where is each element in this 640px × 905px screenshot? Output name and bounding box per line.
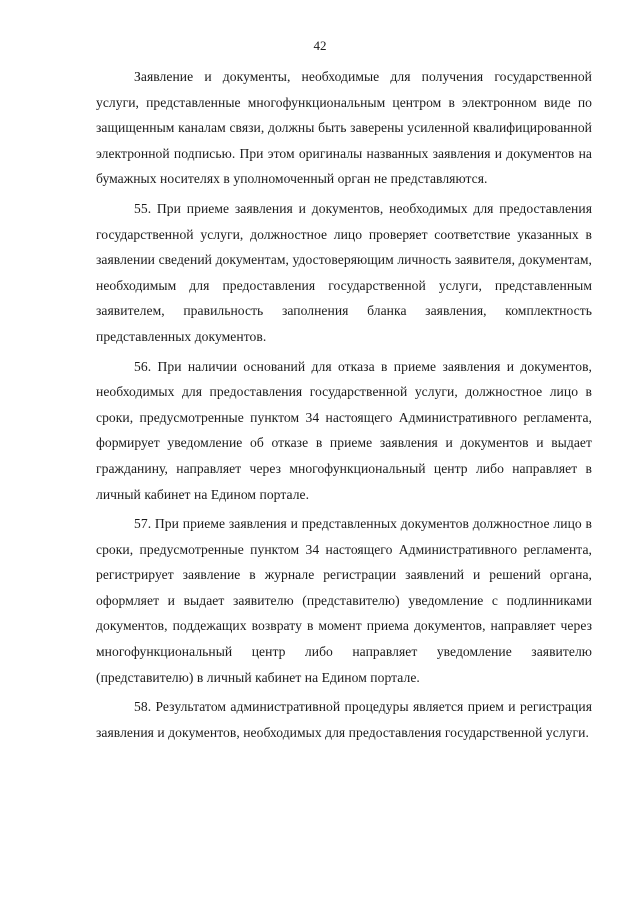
paragraph-57: 57. При приеме заявления и представленных документов должностное лицо в сроки, предусмотренные пунктом 34 настоящего Административного регламента, регистрирует заявление в журнале регистрации заявлений и решений органа, оформляет и выдает заявителю (представителю) уведомление с подлинниками документов, поддежащих возврату в момент приема документов, направляет через многофункциональный центр либо направляет уведомление заявителю (представителю) в личный кабинет на Едином портале. — [96, 516, 592, 685]
paragraph-58: 58. Результатом административной процедуры является прием и регистрация заявления и документов, необходимых для предоставления государственной услуги. — [96, 699, 592, 740]
page-number: 42 — [313, 38, 327, 53]
paragraph-intro: Заявление и документы, необходимые для получения государственной услуги, представленные многофункциональным центром в электронном виде по защищенным каналам связи, должны быть заверены усиленной квалифицированной электронной подписью. При этом оригиналы названных заявления и документов на бумажных носителях в уполномоченный орган не представляются. — [96, 69, 592, 187]
document-body — [96, 64, 592, 749]
paragraph-56: 56. При наличии оснований для отказа в приеме заявления и документов, необходимых для предоставления государственной услуги, должностное лицо в сроки, предусмотренные пунктом 34 настоящего Административного регламента, формирует уведомление об отказе в приеме заявления и документов и выдает гражданину, направляет через многофункциональный центр либо направляет в личный кабинет на Едином портале. — [96, 358, 592, 502]
paragraph-55: 55. При приеме заявления и документов, необходимых для предоставления государственной услуги, должностное лицо проверяет соответствие указанных в заявлении сведений документам, удостоверяющим личность заявителя, документам, необходимым для предоставления государственной услуги, представленным заявителем, правильность заполнения бланка заявления, комплектность представленных документов. — [96, 200, 592, 344]
